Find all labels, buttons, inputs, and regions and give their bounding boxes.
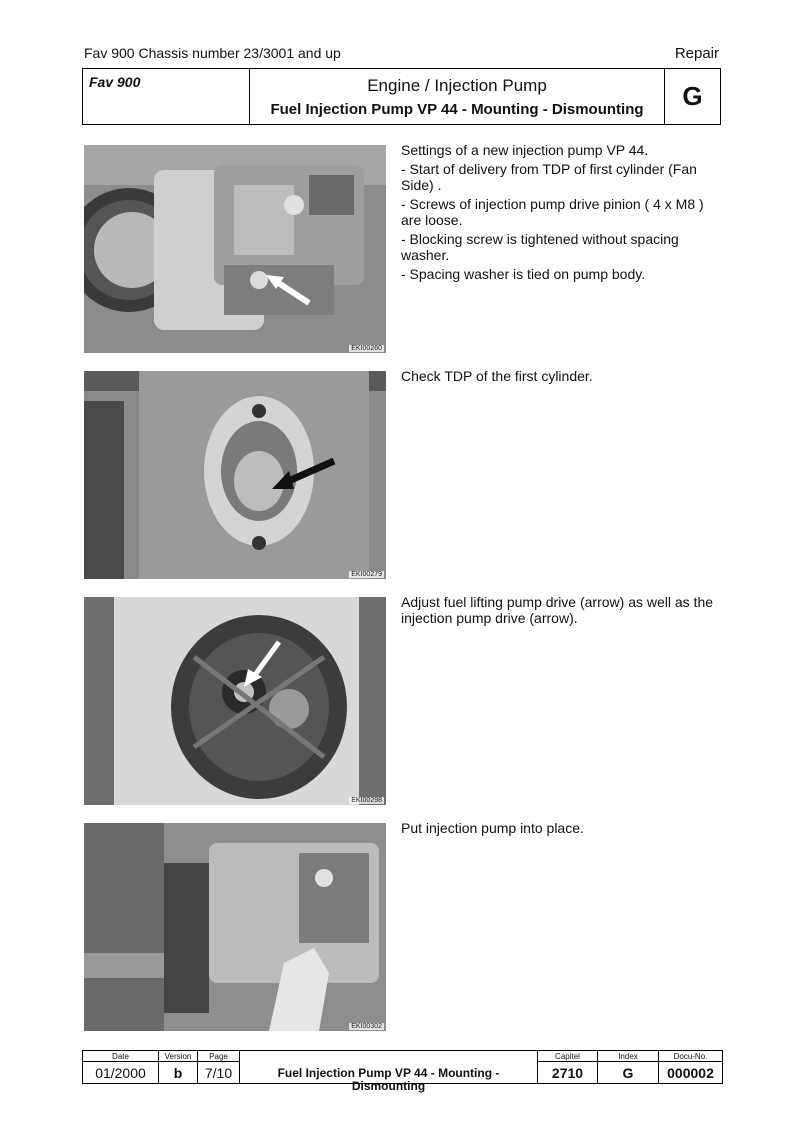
footer-docu-label: Docu-No. xyxy=(658,1050,723,1062)
footer-version: b xyxy=(158,1061,198,1084)
title-line-2: Fuel Injection Pump VP 44 - Mounting - Dismounting xyxy=(270,101,644,118)
group-letter: G xyxy=(682,81,703,111)
photo-tdp-check xyxy=(84,371,386,579)
photo-injection-pump xyxy=(84,145,386,353)
step-1-line: - Spacing washer is tied on pump body. xyxy=(401,266,646,282)
footer-docu-number: 000002 xyxy=(658,1061,723,1084)
step-1-line: - Start of delivery from TDP of first cylinder (Fan Side) . xyxy=(401,161,697,193)
title-line-1: Engine / Injection Pump xyxy=(367,76,547,95)
step-4-line: Put injection pump into place. xyxy=(401,820,584,836)
step-3-text xyxy=(401,594,721,629)
image-code: EKI00260 xyxy=(351,345,382,352)
step-4-text xyxy=(401,820,721,839)
model-cell xyxy=(83,69,250,124)
step-1-text xyxy=(401,142,721,285)
footer-doc-title: Fuel Injection Pump VP 44 - Mounting - Dismounting xyxy=(239,1050,538,1084)
photo-pump-placement xyxy=(84,823,386,1031)
step-1-line: - Blocking screw is tightened without spacing washer. xyxy=(401,231,679,263)
photo-pump-drive xyxy=(84,597,386,805)
group-cell xyxy=(665,69,720,124)
image-code: EKI00298 xyxy=(351,797,382,804)
image-code: EKI00302 xyxy=(351,1023,382,1030)
footer-date: 01/2000 xyxy=(82,1061,159,1084)
footer-index-label: Index xyxy=(597,1050,659,1062)
step-1-line: Settings of a new injection pump VP 44. xyxy=(401,142,649,158)
footer-page: 7/10 xyxy=(197,1061,240,1084)
step-2-text xyxy=(401,368,721,387)
step-3-line: Adjust fuel lifting pump drive (arrow) as well as the injection pump drive (arrow). xyxy=(401,594,714,626)
chassis-header: Fav 900 Chassis number 23/3001 and up xyxy=(84,45,341,61)
footer-capitel-label: Capitel xyxy=(537,1050,598,1062)
footer-date-label: Date xyxy=(82,1050,159,1062)
footer-capitel: 2710 xyxy=(537,1061,598,1084)
image-code: EKI00279 xyxy=(351,571,382,578)
step-2-line: Check TDP of the first cylinder. xyxy=(401,368,593,384)
step-1-line: - Screws of injection pump drive pinion ( 4 x M8 ) are loose. xyxy=(401,196,704,228)
title-box xyxy=(82,68,721,125)
footer-table xyxy=(82,1050,723,1093)
footer-version-label: Version xyxy=(158,1050,198,1062)
model-label: Fav 900 xyxy=(89,74,141,90)
section-label: Repair xyxy=(674,45,719,62)
footer-page-label: Page xyxy=(197,1050,240,1062)
footer-index: G xyxy=(597,1061,659,1084)
title-cell xyxy=(250,69,665,124)
